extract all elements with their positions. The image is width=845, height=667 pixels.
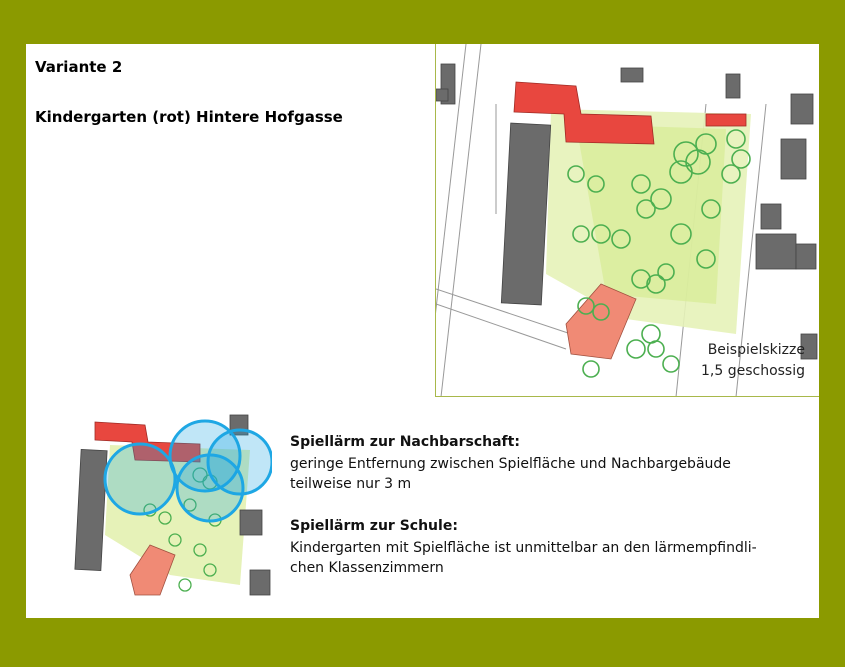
note-school [290, 516, 810, 578]
note-body: Kindergarten mit Spielfläche ist unmittelbar an den lärmempfindli- chen Klassenzimmern [290, 540, 757, 576]
note-heading: Spiellärm zur Schule: [290, 518, 458, 534]
note-heading: Spiellärm zur Nachbarschaft: [290, 434, 520, 450]
notes-section [290, 432, 810, 600]
caption-line-2: 1,5 geschossig [700, 363, 805, 379]
variant-subtitle: Kindergarten (rot) Hintere Hofgasse [35, 108, 343, 126]
note-neighbourhood [290, 432, 810, 494]
noise-map-drawing [50, 410, 272, 602]
caption-line-1: Beispielskizze [707, 342, 805, 358]
noise-map-sketch [50, 410, 272, 602]
variant-title: Variante 2 [35, 58, 123, 76]
site-plan-sketch [435, 44, 819, 397]
document-page [26, 44, 819, 618]
sketch-caption [701, 340, 805, 382]
note-body: geringe Entfernung zwischen Spielfläche und Nachbargebäude teilweise nur 3 m [290, 456, 731, 492]
